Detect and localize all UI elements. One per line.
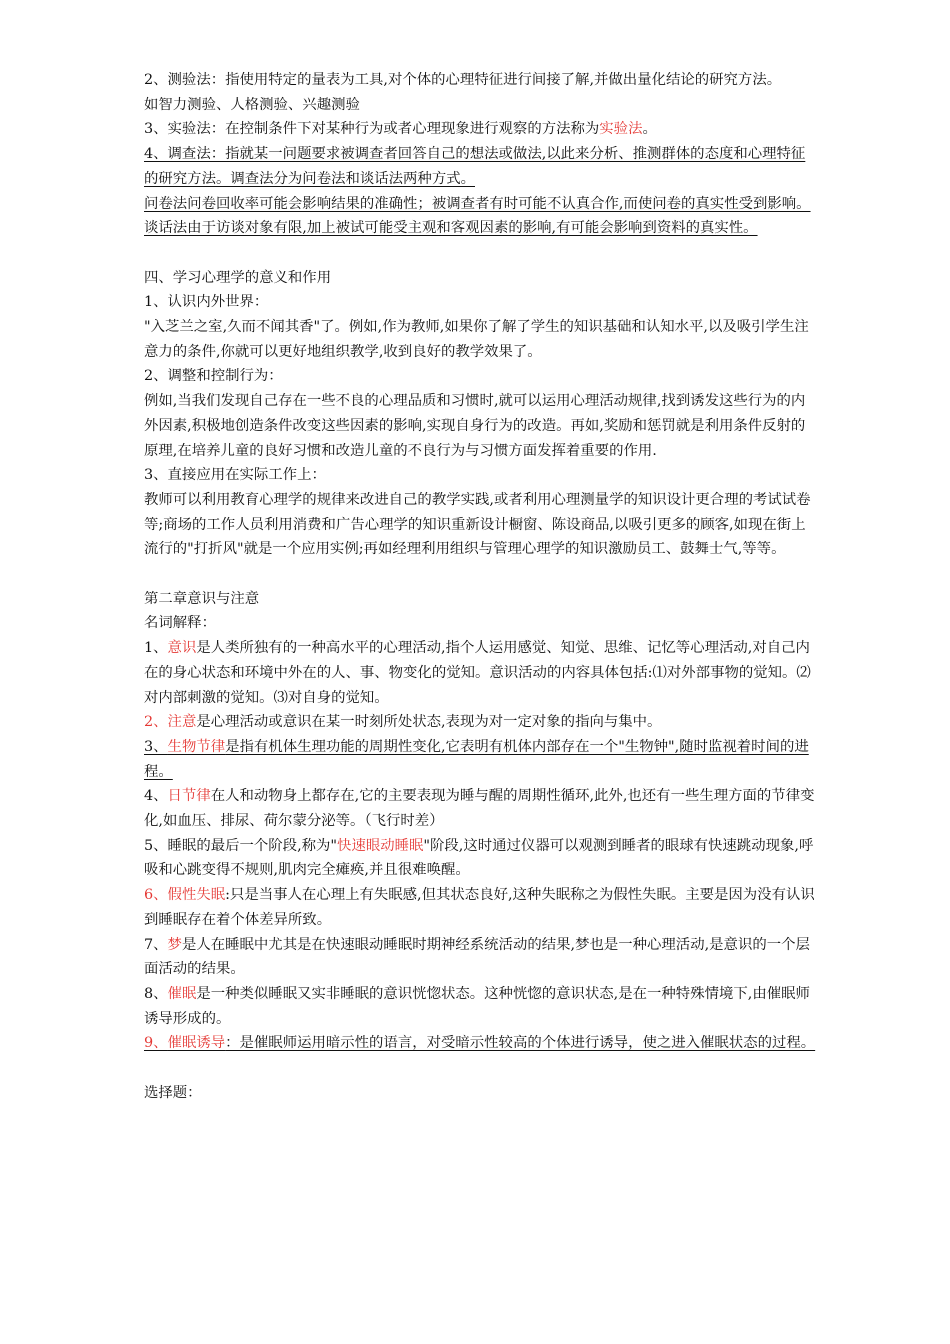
experiment-term: 实验法 — [599, 121, 643, 138]
choice-heading: 选择题： — [144, 1084, 202, 1101]
point-2-body: 例如,当我们发现自己存在一些不良的心理品质和习惯时,就可以运用心理活动规律,找到诱发这些行为的内外因素,积极地创造条件改变这些因素的影响,实现自身行为的改造。再如,奖励和惩罚就是利用条件反射的原理,在培养儿童的良好习惯和改造儿童的不良行为与习惯方面发挥着重要的作用. — [144, 393, 806, 459]
term-definition: 是一种类似睡眠又实非睡眠的意识恍惚状态。这种恍惚的意识状态,是在一种特殊情境下,由催眠师诱导形成的。 — [144, 985, 810, 1027]
experiment-def-text: 3、实验法：在控制条件下对某种行为或者心理现象进行观察的方法称为 — [144, 121, 600, 138]
term-name: 注意 — [167, 714, 197, 731]
term-definition: "阶段,这时通过仪器可以观测到睡者的眼球有快速跳动现象,呼吸和心跳变得不规则,肌肉完全瘫痪,并且很难唤醒。 — [144, 837, 814, 879]
term-definition: 是指有机体生理功能的周期性变化,它表明有机体内部存在一个"生物钟",随时监视着时间的进程。 — [144, 738, 809, 780]
point-1-body: "入芝兰之室,久而不闻其香"了。例如,作为教师,如果你了解了学生的知识基础和认知水平,以及吸引学生注意力的条件,你就可以更好地组织教学,收到良好的教学效果了。 — [144, 319, 809, 360]
term-name: 催眠 — [167, 985, 197, 1002]
term-number: 1、 — [144, 640, 168, 657]
term-name: 梦 — [167, 936, 182, 953]
term-attention — [144, 710, 816, 735]
questionnaire-paragraph: 问卷法问卷回收率可能会影响结果的准确性；被调查者有时可能不认真合作,而使问卷的真实性受到影响。 — [144, 195, 811, 212]
term-definition: 是人类所独有的一种高水平的心理活动,指个人运用感觉、知觉、思维、记忆等心理活动,对自己内在的身心状态和环境中外在的人、事、物变化的觉知。意识活动的内容具体包括:⑴对外部事物的觉知。⑵对内部刺激的觉知。⑶对自身的觉知。 — [144, 640, 811, 706]
term-name: 意识 — [167, 640, 197, 657]
term-number: 8、 — [144, 985, 168, 1002]
term-name: 催眠诱导 — [167, 1035, 226, 1052]
document-page — [144, 68, 816, 1105]
term-definition: 在人和动物身上都存在,它的主要表现为睡与醒的周期性循环,此外,也还有一些生理方面的节律变化,如血压、排尿、荷尔蒙分泌等。（飞行时差） — [144, 788, 815, 830]
term-hypnosis — [144, 982, 816, 1031]
term-consciousness — [144, 636, 816, 710]
term-dream — [144, 933, 816, 982]
term-definition: :只是当事人在心理上有失眠感,但其状态良好,这种失眠称之为假性失眠。主要是因为没有认识到睡眠存在着个体差异所致。 — [144, 887, 815, 928]
term-number: 6、 — [144, 887, 168, 904]
point-3-title: 3、直接应用在实际工作上： — [144, 467, 326, 484]
term-prefix: 5、睡眠的最后一个阶段,称为" — [144, 837, 338, 854]
term-hypnotic-induction — [144, 1031, 816, 1056]
term-definition: ：是催眠师运用暗示性的语言，对受暗示性较高的个体进行诱导，使之进入催眠状态的过程。 — [225, 1035, 816, 1052]
experiment-end: 。 — [642, 121, 657, 138]
term-definition: 是人在睡眠中尤其是在快速眼动睡眠时期神经系统活动的结果,梦也是一种心理活动,是意识的一个层面活动的结果。 — [144, 936, 810, 978]
experiment-method-paragraph — [144, 117, 816, 142]
term-name: 假性失眠 — [167, 887, 226, 904]
term-rem-sleep — [144, 834, 816, 883]
term-number: 7、 — [144, 936, 168, 953]
term-daily-rhythm — [144, 784, 816, 833]
term-number: 2、 — [144, 714, 168, 731]
term-definition: 是心理活动或意识在某一时刻所处状态,表现为对一定对象的指向与集中。 — [196, 714, 662, 731]
term-name: 生物节律 — [167, 738, 226, 755]
point-2-title: 2、调整和控制行为： — [144, 368, 283, 385]
test-method-paragraph: 2、测验法：指使用特定的量表为工具,对个体的心理特征进行间接了解,并做出量化结论的研究方法。 — [144, 72, 782, 88]
point-1-title: 1、认识内外世界： — [144, 294, 269, 311]
survey-method-paragraph: 4、调查法：指就某一问题要求被调查者回答自己的想法或做法,以此来分析、推测群体的态度和心理特征的研究方法。调查法分为问卷法和谈话法两种方式。 — [144, 146, 806, 187]
interview-paragraph: 谈话法由于访谈对象有限,加上被试可能受主观和客观因素的影响,有可能会影响到资料的真实性。 — [144, 220, 758, 237]
term-name: 快速眼动睡眠 — [337, 837, 424, 854]
point-3-body: 教师可以利用教育心理学的规律来改进自己的教学实践,或者利用心理测量学的知识设计更合理的考试试卷等;商场的工作人员利用消费和广告心理学的知识重新设计橱窗、陈设商品,以吸引更多的顾客,如现在街上流行的"打折风"就是一个应用实例;再如经理利用组织与管理心理学的知识激励员工、鼓舞士气,等等。 — [144, 491, 811, 558]
term-biological-rhythm — [144, 735, 816, 784]
term-number: 3、 — [144, 738, 168, 755]
term-number: 9、 — [144, 1035, 168, 1052]
glossary-heading: 名词解释： — [144, 615, 216, 632]
section-heading: 四、学习心理学的意义和作用 — [144, 269, 332, 286]
term-number: 4、 — [144, 788, 168, 805]
term-pseudo-insomnia — [144, 883, 816, 932]
term-name: 日节律 — [167, 788, 211, 805]
test-examples: 如智力测验、人格测验、兴趣测验 — [144, 96, 360, 113]
chapter-title: 第二章意识与注意 — [144, 590, 260, 607]
